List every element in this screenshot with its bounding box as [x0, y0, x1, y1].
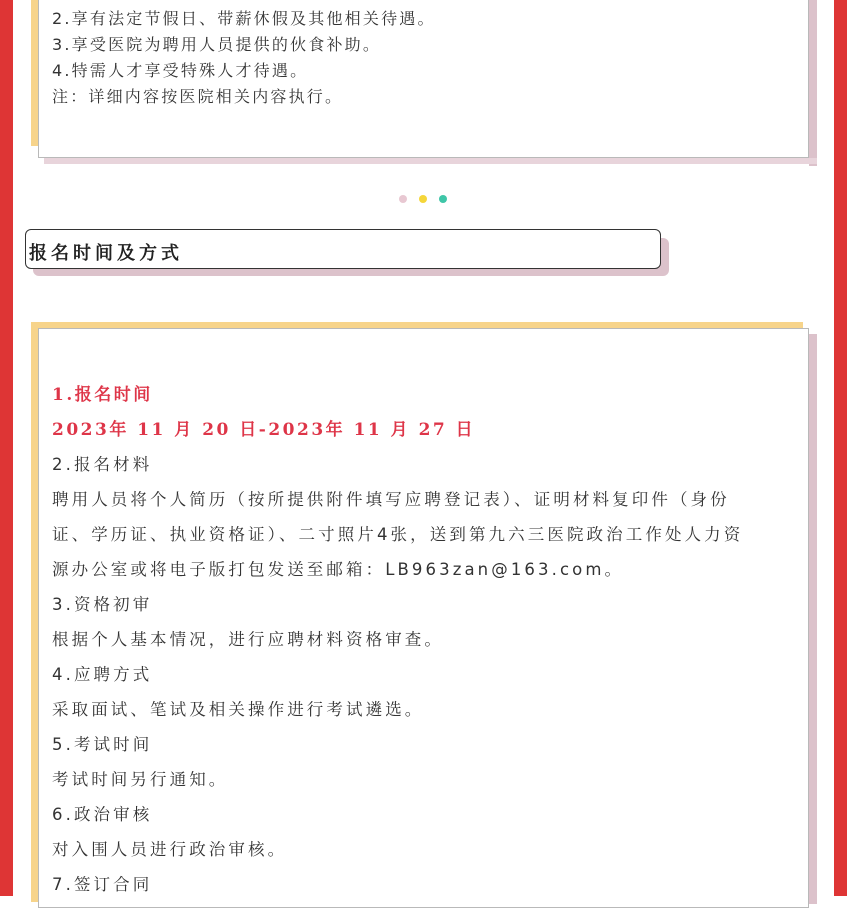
top-card-pink-shadow: [809, 0, 817, 166]
exam-time-body: 考试时间另行通知。: [52, 770, 229, 789]
registration-date-range: 2023年 11 月 20 日-2023年 11 月 27 日: [52, 420, 476, 440]
materials-heading: 2.报名材料: [52, 455, 153, 474]
benefit-line-2: 2.享有法定节假日、带薪休假及其他相关待遇。: [52, 9, 436, 28]
materials-body-line-2: 证、学历证、执业资格证）、二寸照片4张，送到第九六三医院政治工作处人力资: [52, 525, 744, 544]
preliminary-review-body: 根据个人基本情况，进行应聘材料资格审查。: [52, 630, 444, 649]
contract-heading: 7.签订合同: [52, 875, 153, 894]
exam-time-heading: 5.考试时间: [52, 735, 153, 754]
materials-body-line-1: 聘用人员将个人简历（按所提供附件填写应聘登记表）、证明材料复印件（身份: [52, 490, 730, 509]
section-header: [25, 229, 661, 269]
decorative-dot-pink: [399, 195, 407, 203]
benefit-note: 注：详细内容按医院相关内容执行。: [52, 87, 344, 106]
decorative-dot-yellow: [419, 195, 427, 203]
political-review-body: 对入围人员进行政治审核。: [52, 840, 288, 859]
application-method-body: 采取面试、笔试及相关操作进行考试遴选。: [52, 700, 425, 719]
decorative-dot-teal: [439, 195, 447, 203]
registration-time-heading: 1.报名时间: [52, 385, 153, 405]
materials-body-line-3: 源办公室或将电子版打包发送至邮箱：LB963zan@163.com。: [52, 560, 625, 579]
preliminary-review-heading: 3.资格初审: [52, 595, 153, 614]
application-method-heading: 4.应聘方式: [52, 665, 153, 684]
main-card-yellow-left: [31, 322, 38, 902]
political-review-heading: 6.政治审核: [52, 805, 153, 824]
benefit-line-4: 4.特需人才享受特殊人才待遇。: [52, 61, 309, 80]
left-red-border: [0, 0, 13, 896]
top-card-bottom-shadow: [44, 158, 817, 164]
main-card-pink-shadow: [809, 334, 817, 904]
section-title: 报名时间及方式: [29, 243, 183, 264]
benefit-line-3: 3.享受医院为聘用人员提供的伙食补助。: [52, 35, 382, 54]
right-red-border: [834, 0, 847, 896]
